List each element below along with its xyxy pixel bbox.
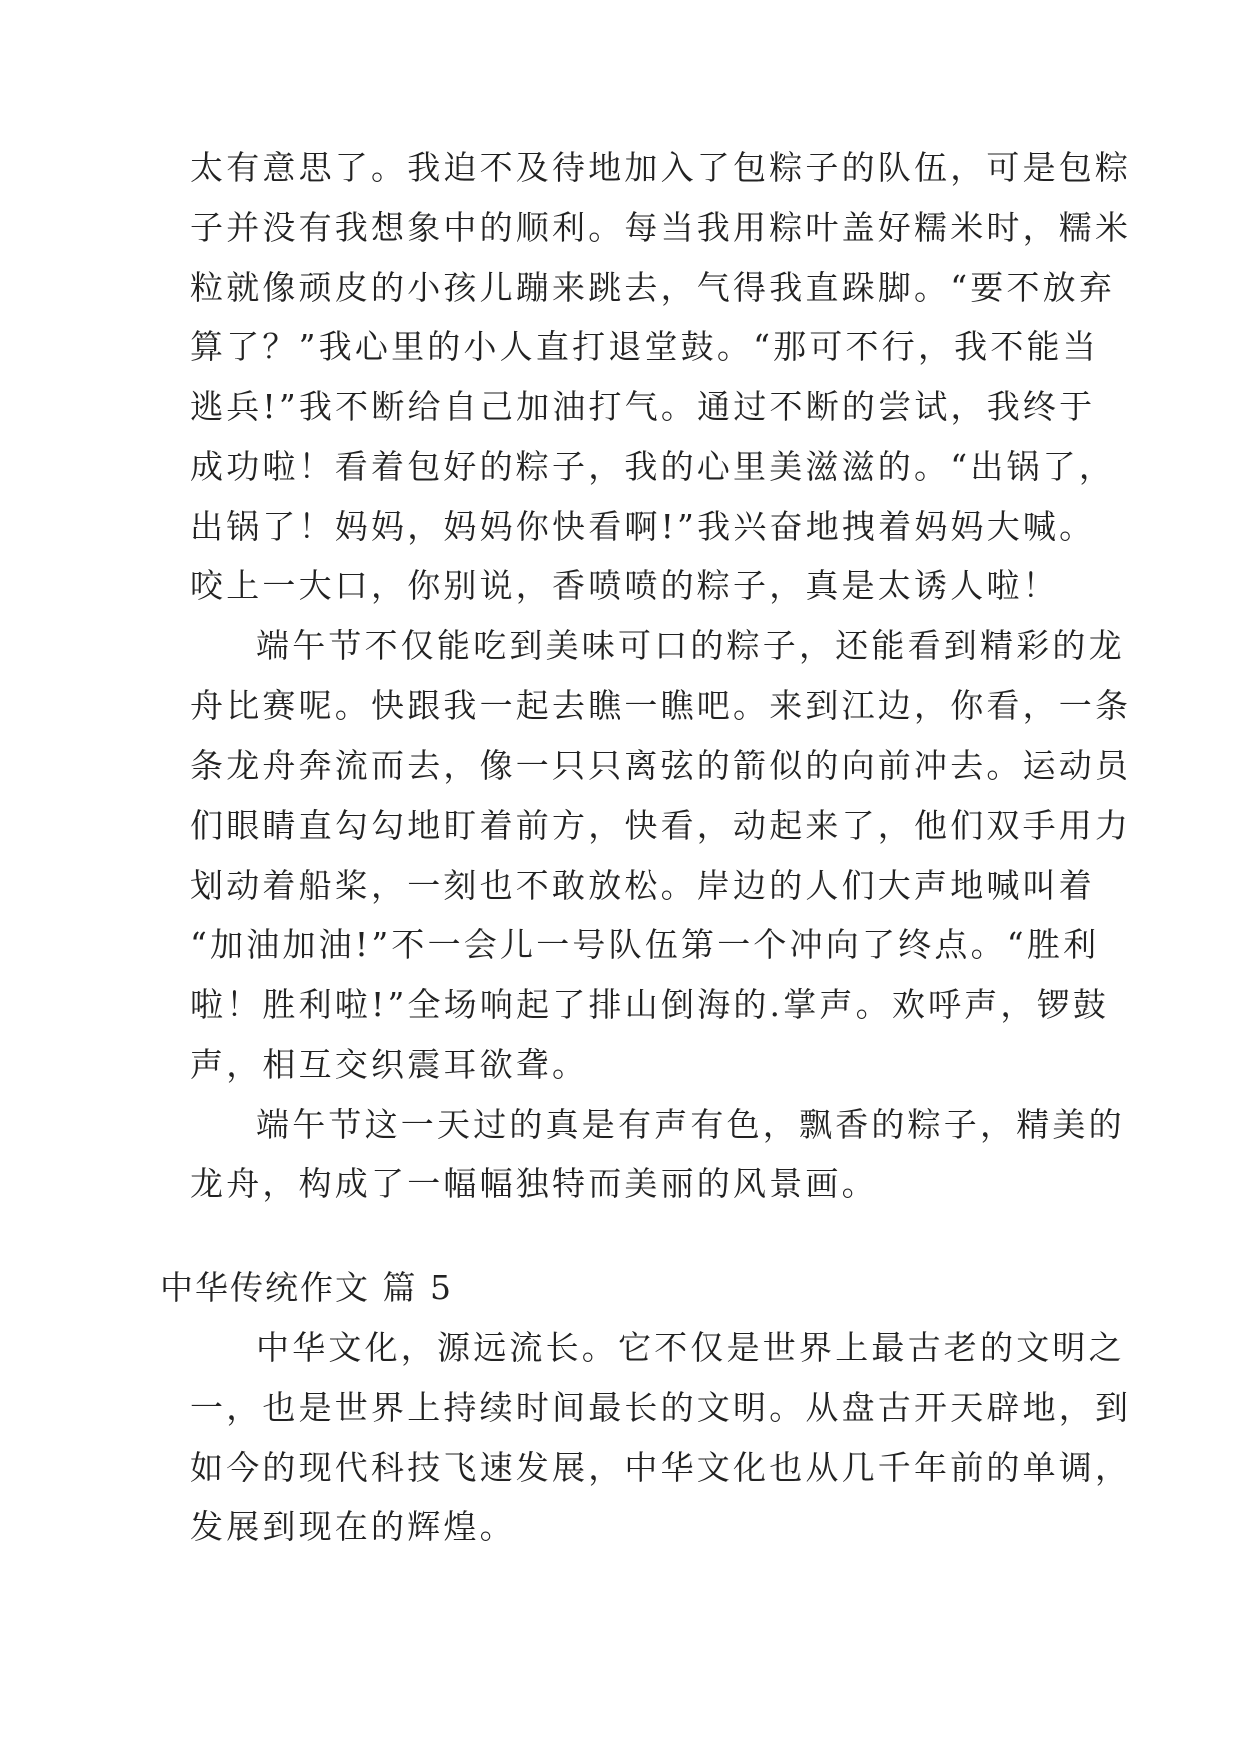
paragraph-1-line-3: 粒就像顽皮的小孩儿蹦来跳去，气得我直跺脚。“要不放弃 <box>190 268 1116 307</box>
paragraph-2-line-6: “加油加油!”不一会儿一号队伍第一个冲向了终点。“胜利 <box>190 925 1100 964</box>
paragraph-2-line-2: 舟比赛呢。快跟我一起去瞧一瞧吧。来到江边，你看，一条 <box>190 686 1132 725</box>
paragraph-1-line-7: 出锅了！妈妈，妈妈你快看啊!”我兴奋地拽着妈妈大喊。 <box>190 507 1096 546</box>
paragraph-2-line-5: 划动着船桨，一刻也不敢放松。岸边的人们大声地喊叫着 <box>190 866 1095 905</box>
paragraph-3-line-1: 端午节这一天过的真是有声有色，飘香的粽子，精美的 <box>256 1105 1125 1144</box>
paragraph-1-line-5: 逃兵!”我不断给自己加油打气。通过不断的尝试，我终于 <box>190 387 1096 426</box>
paragraph-2-line-4: 们眼睛直勾勾地盯着前方，快看，动起来了，他们双手用力 <box>190 806 1132 845</box>
paragraph-4-line-3: 如今的现代科技飞速发展，中华文化也从几千年前的单调， <box>190 1448 1132 1487</box>
section-heading: 中华传统作文 篇 5 <box>160 1268 453 1307</box>
paragraph-4-line-1: 中华文化，源远流长。它不仅是世界上最古老的文明之 <box>256 1328 1125 1367</box>
paragraph-1-line-1: 太有意思了。我迫不及待地加入了包粽子的队伍，可是包粽 <box>190 148 1132 187</box>
paragraph-4-line-4: 发展到现在的辉煌。 <box>190 1507 516 1546</box>
paragraph-2-line-7: 啦！胜利啦!”全场响起了排山倒海的.掌声。欢呼声，锣鼓 <box>190 985 1110 1024</box>
paragraph-3-line-2: 龙舟，构成了一幅幅独特而美丽的风景画。 <box>190 1164 878 1203</box>
paragraph-1-line-8: 咬上一大口，你别说，香喷喷的粽子，真是太诱人啦！ <box>190 566 1059 605</box>
paragraph-2-line-3: 条龙舟奔流而去，像一只只离弦的箭似的向前冲去。运动员 <box>190 746 1132 785</box>
paragraph-1-line-2: 子并没有我想象中的顺利。每当我用粽叶盖好糯米时，糯米 <box>190 208 1132 247</box>
paragraph-4-line-2: 一，也是世界上持续时间最长的文明。从盘古开天辟地，到 <box>190 1388 1132 1427</box>
paragraph-2-line-8: 声，相互交织震耳欲聋。 <box>190 1045 589 1084</box>
paragraph-1-line-6: 成功啦！看着包好的粽子，我的心里美滋滋的。“出锅了， <box>190 447 1116 486</box>
paragraph-2-line-1: 端午节不仅能吃到美味可口的粽子，还能看到精彩的龙 <box>256 626 1125 665</box>
paragraph-1-line-4: 算了？”我心里的小人直打退堂鼓。“那可不行，我不能当 <box>190 327 1099 366</box>
